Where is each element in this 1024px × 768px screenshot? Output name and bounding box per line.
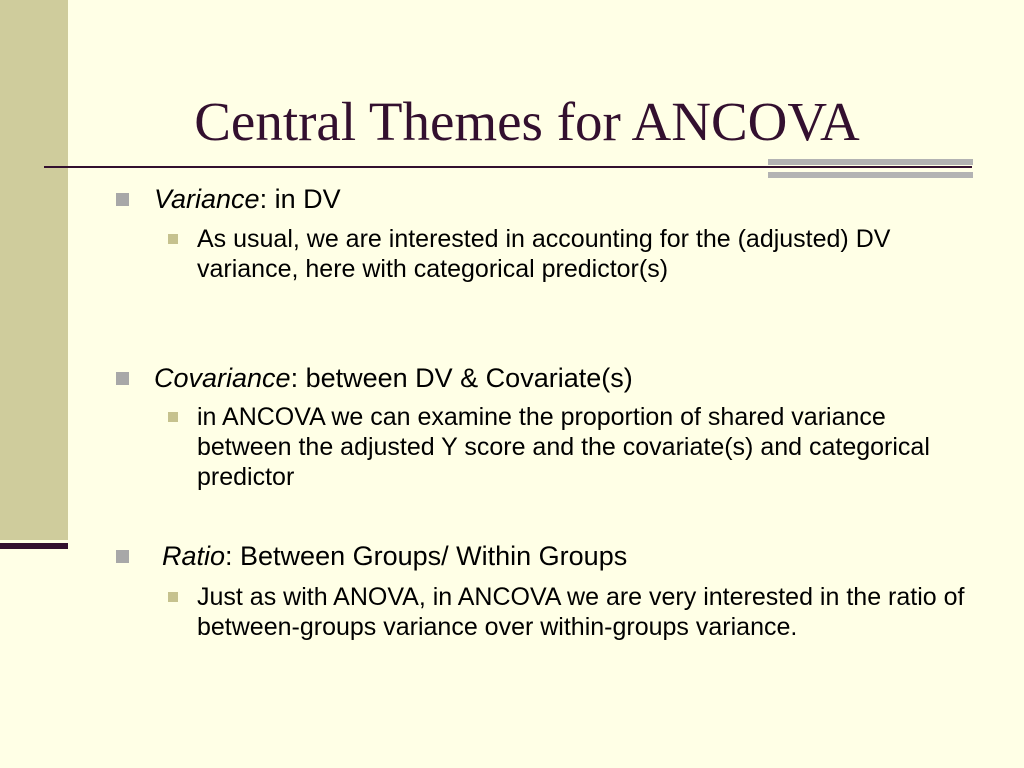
bullet-term: Variance [154, 184, 260, 214]
slide-title: Central Themes for ANCOVA [194, 91, 860, 152]
bullet-term: Ratio [162, 541, 226, 571]
bullet-text [154, 363, 633, 393]
bullet-square-icon [116, 550, 129, 563]
sub-bullet-square-icon [168, 234, 178, 244]
bullet-square-icon [116, 193, 129, 206]
bullet-text [162, 541, 627, 571]
sub-bullet-square-icon [168, 412, 178, 422]
sub-bullet-text: As usual, we are interested in accounting for the (adjusted) DV variance, here with categorical predictor(s) [197, 225, 891, 283]
bullet-term: Covariance [154, 363, 291, 393]
bullet-square-icon [116, 372, 129, 385]
sub-bullet-text: Just as with ANOVA, in ANCOVA we are very interested in the ratio of between-groups variance over within-groups variance. [197, 583, 965, 641]
bullet-description: : between DV & Covariate(s) [290, 363, 633, 393]
sub-bullet-square-icon [168, 592, 178, 602]
bullet-text [154, 184, 341, 214]
bullet-description: : in DV [259, 184, 341, 214]
sub-bullet-text: in ANCOVA we can examine the proportion of shared variance between the adjusted Y score and the covariate(s) and categorical predictor [197, 403, 930, 491]
bullet-description: : Between Groups/ Within Groups [225, 541, 628, 571]
